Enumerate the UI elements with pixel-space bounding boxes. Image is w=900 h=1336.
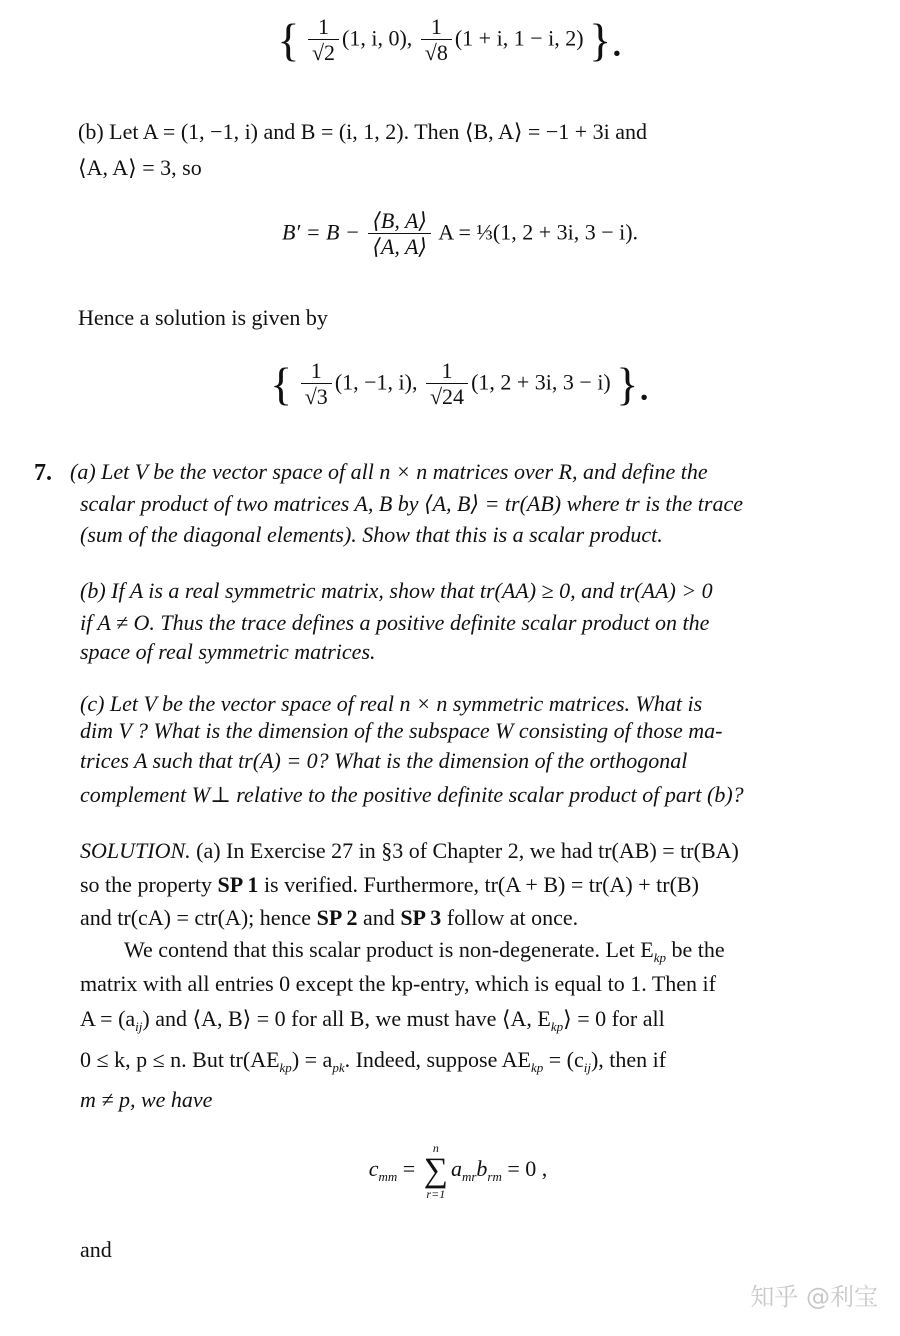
solution-line-7 (80, 1046, 666, 1077)
solution-text: follow at once. (441, 905, 579, 930)
term-a: a (450, 1156, 462, 1182)
open-brace: { (270, 358, 293, 410)
solution-line-6 (80, 1005, 665, 1036)
subscript: pk (332, 1060, 345, 1075)
solution-line-5: matrix with all entries 0 except the kp-entry, which is equal to 1. Then if (80, 971, 716, 996)
equation-rhs: A = ⅓(1, 2 + 3i, 3 − i). (438, 219, 639, 245)
solution-line-3 (80, 904, 578, 933)
numerator: 1 (308, 14, 339, 40)
term-b: b (476, 1156, 488, 1182)
sum-rhs: = 0 , (501, 1156, 548, 1182)
close-brace: }. (589, 14, 623, 66)
numerator: 1 (421, 14, 452, 40)
problem-number: 7. (34, 460, 52, 486)
solution-text: is verified. Furthermore, tr(A + B) = tr(A) + tr(B) (258, 872, 699, 897)
property-sp2: SP 2 (316, 905, 358, 930)
denominator: √2 (311, 40, 336, 66)
open-brace: { (277, 14, 300, 66)
fraction (426, 358, 468, 411)
property-sp3: SP 3 (400, 905, 442, 930)
denominator: √24 (429, 384, 465, 410)
denominator: ⟨A, A⟩ (372, 234, 427, 260)
problem-7c-line-1: (c) Let V be the vector space of real n × n symmetric matrices. What is (80, 691, 703, 716)
subscript: ij (135, 1019, 143, 1034)
fraction (368, 208, 431, 261)
vector: (1 + i, 1 − i, 2) (454, 25, 584, 51)
solution-line-8: m ≠ p, we have (80, 1087, 213, 1112)
problem-7c-line-2: dim V ? What is the dimension of the subspace W consisting of those ma- (80, 718, 723, 743)
equation-lhs: B′ = B − (281, 219, 360, 245)
solution-text: A = (a (80, 1006, 136, 1031)
solution-text: and (357, 905, 401, 930)
problem-7c-line-3: trices A such that tr(A) = 0? What is the dimension of the orthogonal (80, 748, 688, 773)
solution-text: and tr(cA) = ctr(A); hence (80, 905, 317, 930)
problem-7c-line-4: complement W⊥ relative to the positive definite scalar product of part (b)? (80, 782, 744, 807)
property-sp1: SP 1 (217, 872, 259, 897)
and-line: and (80, 1237, 112, 1262)
summation-equation (8, 1142, 900, 1200)
solution-line-1 (80, 837, 739, 866)
part-b-line-1: (b) Let A = (1, −1, i) and B = (i, 1, 2). Then ⟨B, A⟩ = −1 + 3i and (78, 119, 648, 144)
part-b-line-2: ⟨A, A⟩ = 3, so (78, 155, 202, 180)
subscript: mm (378, 1169, 398, 1185)
subscript: ij (583, 1060, 591, 1075)
solution-text: ) and ⟨A, B⟩ = 0 for all B, we must have ⟨A, E (142, 1006, 551, 1031)
upper-limit: n (432, 1141, 439, 1155)
gram-schmidt-equation (10, 208, 900, 261)
watermark: 知乎 @利宝 (750, 1283, 878, 1311)
sigma: ∑ (423, 1152, 448, 1189)
fraction (421, 14, 452, 67)
solution-text: ), then if (590, 1047, 667, 1072)
fraction (308, 14, 339, 67)
solution-text: = (c (543, 1047, 584, 1072)
lower-limit: r=1 (426, 1187, 446, 1201)
problem-7a-line-3: (sum of the diagonal elements). Show that this is a scalar product. (80, 522, 663, 547)
solution-text: We contend that this scalar product is non-degenerate. Let E (124, 937, 654, 962)
subscript: kp (653, 950, 666, 965)
subscript: mr (461, 1169, 477, 1185)
solution-text: be the (665, 937, 725, 962)
problem-7a-line-1: (a) Let V be the vector space of all n × n matrices over R, and define the (70, 459, 708, 484)
hence-line: Hence a solution is given by (78, 305, 328, 330)
subscript: kp (550, 1019, 564, 1034)
solution-text: so the property (80, 872, 218, 897)
problem-7b-line-2: if A ≠ O. Thus the trace defines a positive definite scalar product on the (80, 610, 710, 635)
subscript: kp (530, 1060, 544, 1075)
problem-7b-line-1: (b) If A is a real symmetric matrix, show that tr(AA) ≥ 0, and tr(AA) > 0 (80, 578, 713, 603)
close-brace: }. (616, 358, 650, 410)
summation-sign (424, 1142, 448, 1200)
problem-7a-line-2: scalar product of two matrices A, B by ⟨A, B⟩ = tr(AB) where tr is the trace (80, 491, 743, 516)
orthonormal-set-2 (10, 358, 900, 411)
problem-7b-line-3: space of real symmetric matrices. (80, 639, 376, 664)
numerator: ⟨B, A⟩ (368, 208, 431, 234)
fraction (301, 358, 332, 411)
sum-lhs: c (368, 1156, 379, 1182)
solution-line-4 (124, 936, 725, 967)
denominator: √8 (424, 40, 448, 66)
numerator: 1 (426, 358, 468, 384)
equals: = (397, 1156, 421, 1182)
solution-text: ) = a (291, 1047, 333, 1072)
vector: (1, i, 0), (342, 25, 413, 51)
denominator: √3 (304, 384, 328, 410)
vector: (1, 2 + 3i, 3 − i) (471, 369, 611, 395)
solution-text: 0 ≤ k, p ≤ n. But tr(AE (80, 1047, 280, 1072)
orthonormal-set-1 (0, 14, 900, 67)
subscript: kp (279, 1060, 292, 1075)
solution-text: . Indeed, suppose AE (344, 1047, 531, 1072)
solution-label: SOLUTION. (80, 838, 191, 863)
subscript: rm (487, 1169, 502, 1185)
vector: (1, −1, i), (334, 369, 418, 395)
solution-text: (a) In Exercise 27 in §3 of Chapter 2, we had tr(AB) = tr(BA) (190, 838, 739, 863)
numerator: 1 (301, 358, 332, 384)
solution-line-2 (80, 871, 699, 900)
solution-text: ⟩ = 0 for all (563, 1006, 665, 1031)
